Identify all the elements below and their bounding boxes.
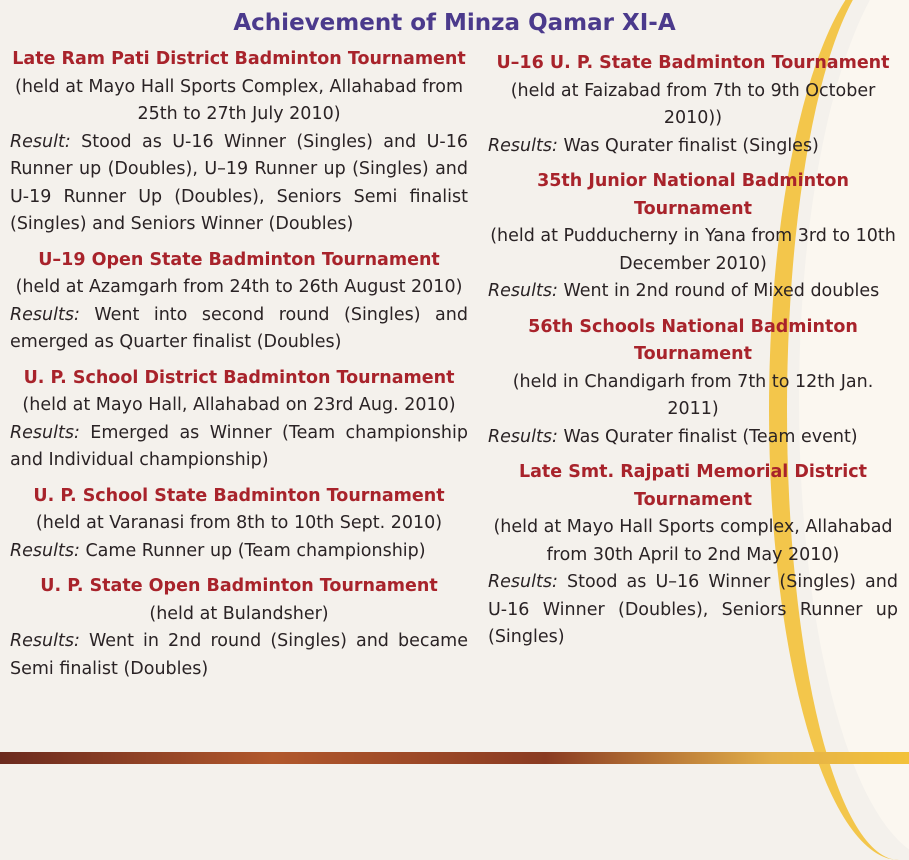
tournament-name: Late Smt. Rajpati Memorial District Tournament bbox=[518, 462, 868, 510]
tournament-name: 56th Schools National Badminton Tournament bbox=[528, 316, 858, 364]
tournament-result: Result: Stood as U-16 Winner (Singles) and U-16 Runner up (Doubles), U–19 Runner up (Singles) and U-19 Runner Up (Doubles), Seniors Semi finalist (Singles) and Seniors Winner (Doubles) bbox=[10, 131, 468, 234]
page-title: Achievement of Minza Qamar XI-A bbox=[233, 10, 676, 36]
tournament-name: U. P. State Open Badminton Tournament bbox=[40, 576, 438, 596]
tournament-name: U. P. School State Badminton Tournament bbox=[33, 485, 445, 506]
tournament-name: U–19 Open State Badminton Tournament bbox=[38, 249, 440, 270]
tournament-venue: (held at Bulandsher) bbox=[149, 603, 329, 624]
tournament-name: U–16 U. P. State Badminton Tournament bbox=[496, 53, 890, 73]
achievement-entry bbox=[10, 573, 468, 683]
tournament-result: Results: Went in 2nd round of Mixed doubles bbox=[488, 281, 880, 301]
tournament-result: Results: Went into second round (Singles) and emerged as Quarter finalist (Doubles) bbox=[10, 304, 468, 352]
tournament-result: Results: Emerged as Winner (Team championship and Individual championship) bbox=[10, 422, 468, 470]
tournament-venue: (held at Pudducherny in Yana from 3rd to 10th December 2010) bbox=[490, 226, 896, 274]
tournament-venue: (held at Varanasi from 8th to 10th Sept. 2010) bbox=[35, 513, 443, 533]
right-column bbox=[488, 46, 898, 660]
achievement-entry bbox=[488, 459, 898, 652]
achievement-entry bbox=[10, 365, 468, 475]
tournament-venue: (held at Faizabad from 7th to 9th October 2010)) bbox=[510, 80, 876, 128]
tournament-venue: (held at Mayo Hall Sports Complex, Allahabad from 25th to 27th July 2010) bbox=[15, 76, 463, 124]
tournament-venue: (held in Chandigarh from 7th to 12th Jan. 2011) bbox=[512, 371, 874, 419]
achievement-entry bbox=[10, 483, 468, 566]
tournament-name: 35th Junior National Badminton Tournament bbox=[537, 171, 849, 219]
tournament-name: U. P. School District Badminton Tournament bbox=[23, 367, 455, 388]
bottom-photo-strip bbox=[0, 752, 909, 764]
left-column bbox=[10, 46, 468, 691]
tournament-result: Results: Went in 2nd round (Singles) and became Semi finalist (Doubles) bbox=[10, 631, 468, 679]
tournament-venue: (held at Mayo Hall, Allahabad on 23rd Aug. 2010) bbox=[22, 395, 456, 415]
tournament-result: Results: Was Qurater finalist (Team event) bbox=[488, 426, 858, 447]
achievement-entry bbox=[488, 168, 898, 306]
tournament-venue: (held at Mayo Hall Sports complex, Allahabad from 30th April to 2nd May 2010) bbox=[493, 517, 893, 565]
tournament-name: Late Ram Pati District Badminton Tournament bbox=[12, 49, 466, 69]
tournament-result: Results: Stood as U–16 Winner (Singles) and U-16 Winner (Doubles), Seniors Runner up (Singles) bbox=[488, 572, 898, 647]
tournament-result: Results: Was Qurater finalist (Singles) bbox=[488, 135, 819, 156]
achievement-entry bbox=[10, 46, 468, 239]
achievement-entry bbox=[488, 50, 898, 160]
tournament-result: Results: Came Runner up (Team championship) bbox=[10, 540, 426, 561]
tournament-venue: (held at Azamgarh from 24th to 26th August 2010) bbox=[15, 277, 463, 297]
achievement-entry bbox=[488, 314, 898, 452]
achievement-entry bbox=[10, 247, 468, 357]
